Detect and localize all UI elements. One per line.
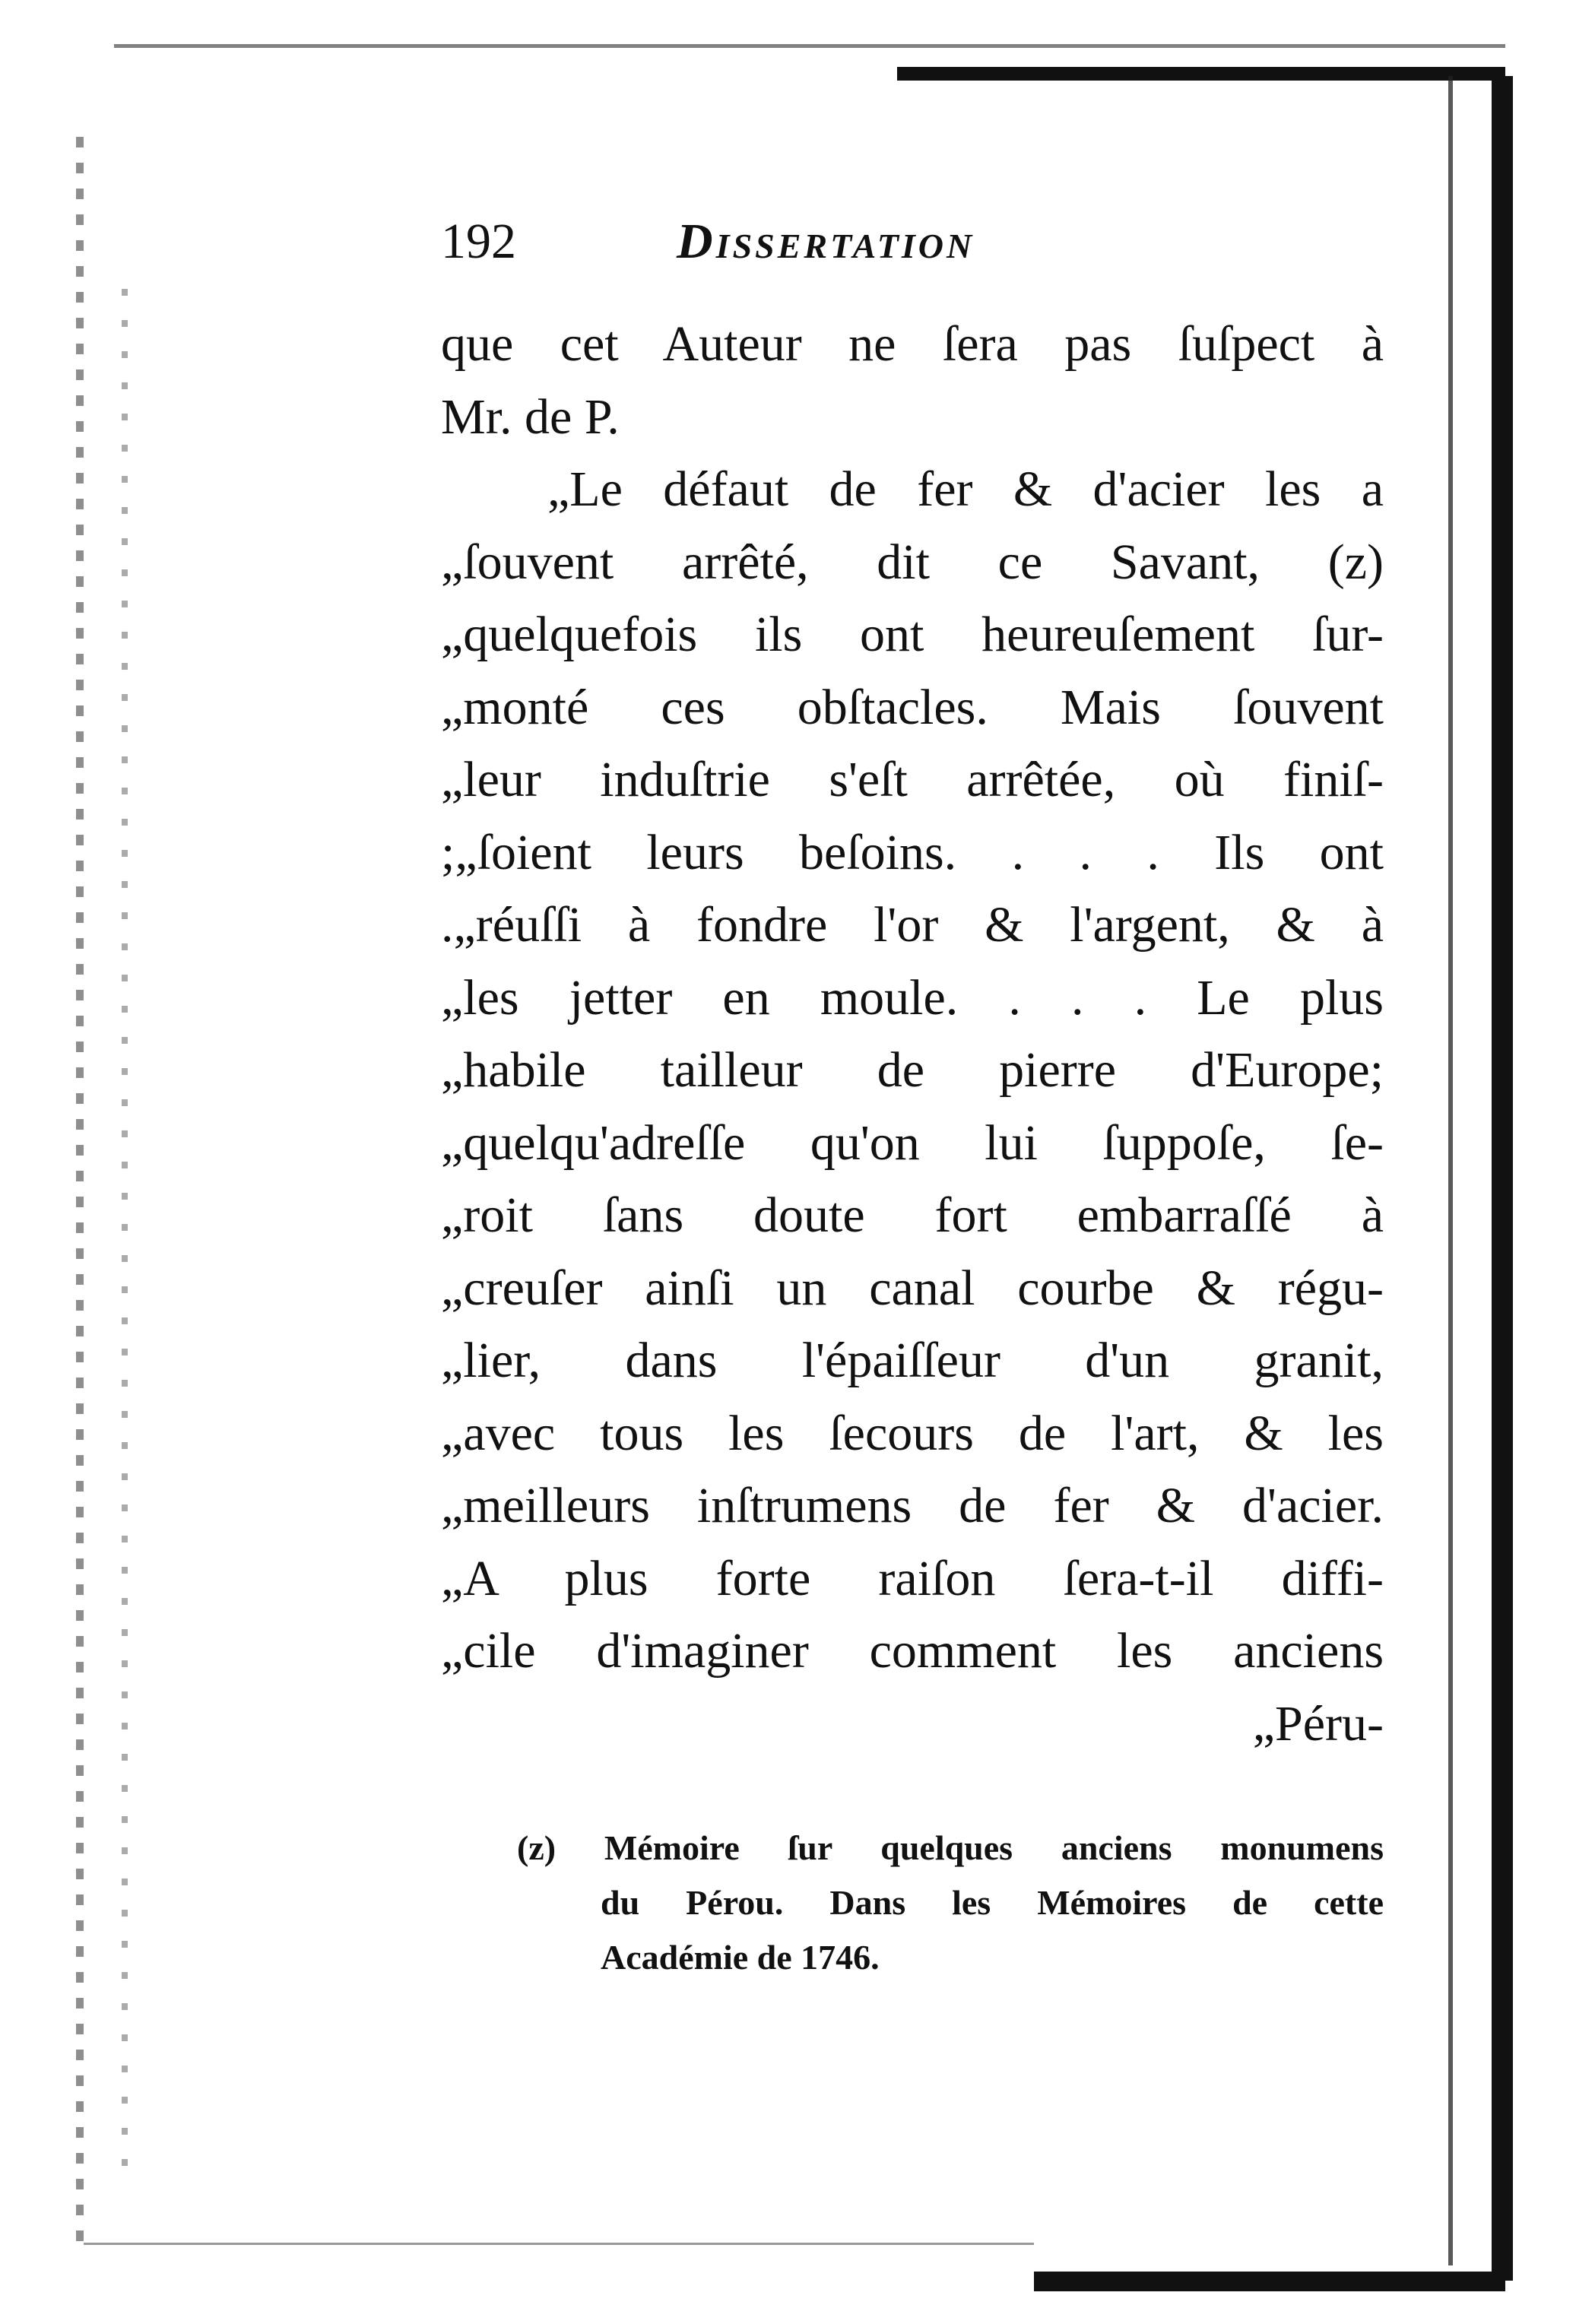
text-line: ;„ſoient leurs beſoins. . . . Ils ont	[441, 824, 1384, 880]
running-title: Dissertation	[677, 214, 975, 269]
scan-edge-bottom-thin	[84, 2243, 1034, 2245]
text-line: „ſouvent arrêté, dit ce Savant, (z)	[441, 534, 1384, 590]
footnote-line: Académie de 1746.	[601, 1938, 880, 1977]
text-line: „cile d'imaginer comment les anciens	[441, 1623, 1384, 1679]
scan-edge-top	[114, 44, 1505, 48]
footnote-line: du Pérou. Dans les Mémoires de cette	[601, 1883, 1384, 1922]
text-line: „quelquefois ils ont heureuſement ſur-	[441, 607, 1384, 662]
text-line: „monté ces obſtacles. Mais ſouvent	[441, 679, 1384, 735]
text-line: „meilleurs inſtrumens de fer & d'acier.	[441, 1478, 1384, 1533]
scan-edge-left-speckle	[122, 289, 128, 2174]
page-header	[441, 204, 1429, 280]
text-line: „A plus forte raiſon ſera-t-il diffi-	[441, 1550, 1384, 1606]
footnote-line: (z) Mémoire ſur quelques anciens monumens	[517, 1828, 1384, 1867]
text-line: „habile tailleur de pierre d'Europe;	[441, 1042, 1384, 1098]
scan-edge-bottom	[1034, 2272, 1505, 2291]
text-line: „creuſer ainſi un canal courbe & régu-	[441, 1260, 1384, 1316]
body-text	[441, 308, 1384, 1760]
footnote	[517, 1821, 1384, 1985]
text-line: „Le défaut de fer & d'acier les a	[547, 461, 1384, 517]
text-line: „leur induſtrie s'eſt arrêtée, où finiſ-	[441, 752, 1384, 807]
text-line: „les jetter en moule. . . . Le plus	[441, 969, 1384, 1026]
scan-edge-right	[1492, 76, 1513, 2281]
catchword: „Péru-	[1252, 1695, 1384, 1752]
page-number: 192	[441, 214, 516, 269]
scan-edge-top-shadow	[897, 67, 1505, 81]
scan-edge-left	[76, 137, 84, 2250]
text-line: „avec tous les ſecours de l'art, & les	[441, 1405, 1384, 1461]
scan-edge-right-inner	[1448, 76, 1453, 2265]
text-line: „lier, dans l'épaiſſeur d'un granit,	[441, 1333, 1384, 1388]
text-line: que cet Auteur ne ſera pas ſuſpect à	[441, 316, 1384, 372]
text-line: .„réuſſi à fondre l'or & l'argent, & à	[441, 897, 1384, 953]
text-line: Mr. de P.	[441, 388, 620, 445]
text-line: „roit ſans doute fort embarraſſé à	[441, 1187, 1384, 1243]
text-line: „quelqu'adreſſe qu'on lui ſuppoſe, ſe-	[441, 1114, 1384, 1171]
